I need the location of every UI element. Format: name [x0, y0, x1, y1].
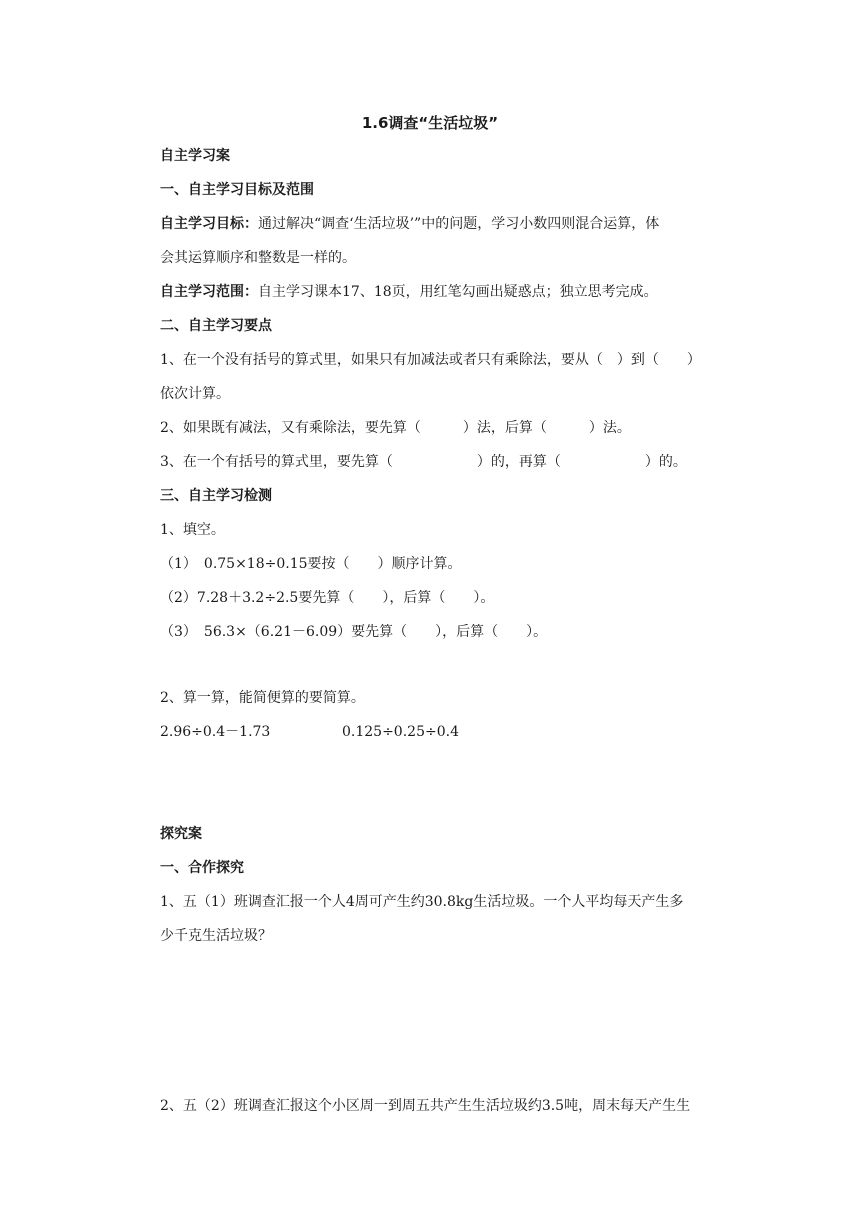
self-study-heading: 自主学习案 — [160, 148, 230, 164]
fill-item-3: （3） 56.3×（6.21－6.09）要先算（ ），后算（ ）。 — [160, 624, 548, 640]
fill-item-1: （1） 0.75×18÷0.15要按（ ）顺序计算。 — [160, 556, 462, 572]
fill-item-2: （2）7.28＋3.2÷2.5要先算（ ），后算（ ）。 — [160, 590, 495, 606]
range-text: 自主学习课本17、18页，用红笔勾画出疑惑点；独立思考完成。 — [258, 284, 658, 300]
goal-text-1: 通过解决“调查‘生活垃圾’”中的问题，学习小数四则混合运算，体 — [258, 216, 660, 232]
section-heading-cooperate: 一、合作探究 — [160, 860, 244, 876]
range-label: 自主学习范围： — [160, 284, 258, 300]
goal-line-1 — [160, 214, 659, 234]
point-2: 2、如果既有减法，又有乘除法，要先算（ ）法，后算（ ）法。 — [160, 420, 631, 436]
calc-expr-2: 0.125÷0.25÷0.4 — [342, 724, 459, 740]
page-title: 1.6调查“生活垃圾” — [361, 114, 499, 132]
section-heading-goals: 一、自主学习目标及范围 — [160, 182, 314, 198]
goal-label: 自主学习目标： — [160, 216, 258, 232]
calc-expr-1: 2.96÷0.4－1.73 — [160, 724, 271, 740]
goal-text-2: 会其运算顺序和整数是一样的。 — [160, 250, 356, 266]
question-2-line-1: 2、五（2）班调查汇报这个小区周一到周五共产生生活垃圾约3.5吨，周末每天产生生 — [160, 1098, 691, 1114]
section-heading-points: 二、自主学习要点 — [160, 318, 272, 334]
question-1-line-2: 少千克生活垃圾？ — [160, 928, 272, 944]
point-1-line-1: 1、在一个没有括号的算式里，如果只有加减法或者只有乘除法，要从（ ）到（ ） — [160, 352, 701, 368]
question-1-line-1: 1、五（1）班调查汇报一个人4周可产生约30.8kg生活垃圾。一个人平均每天产生多 — [160, 894, 684, 910]
explore-heading: 探究案 — [160, 826, 202, 842]
point-1-line-2: 依次计算。 — [160, 386, 230, 402]
section-heading-check: 三、自主学习检测 — [160, 488, 272, 504]
calc-label: 2、算一算，能简便算的要简算。 — [160, 690, 365, 706]
fill-label: 1、填空。 — [160, 522, 225, 538]
range-line — [160, 282, 658, 302]
point-3: 3、在一个有括号的算式里，要先算（ ）的，再算（ ）的。 — [160, 454, 687, 470]
